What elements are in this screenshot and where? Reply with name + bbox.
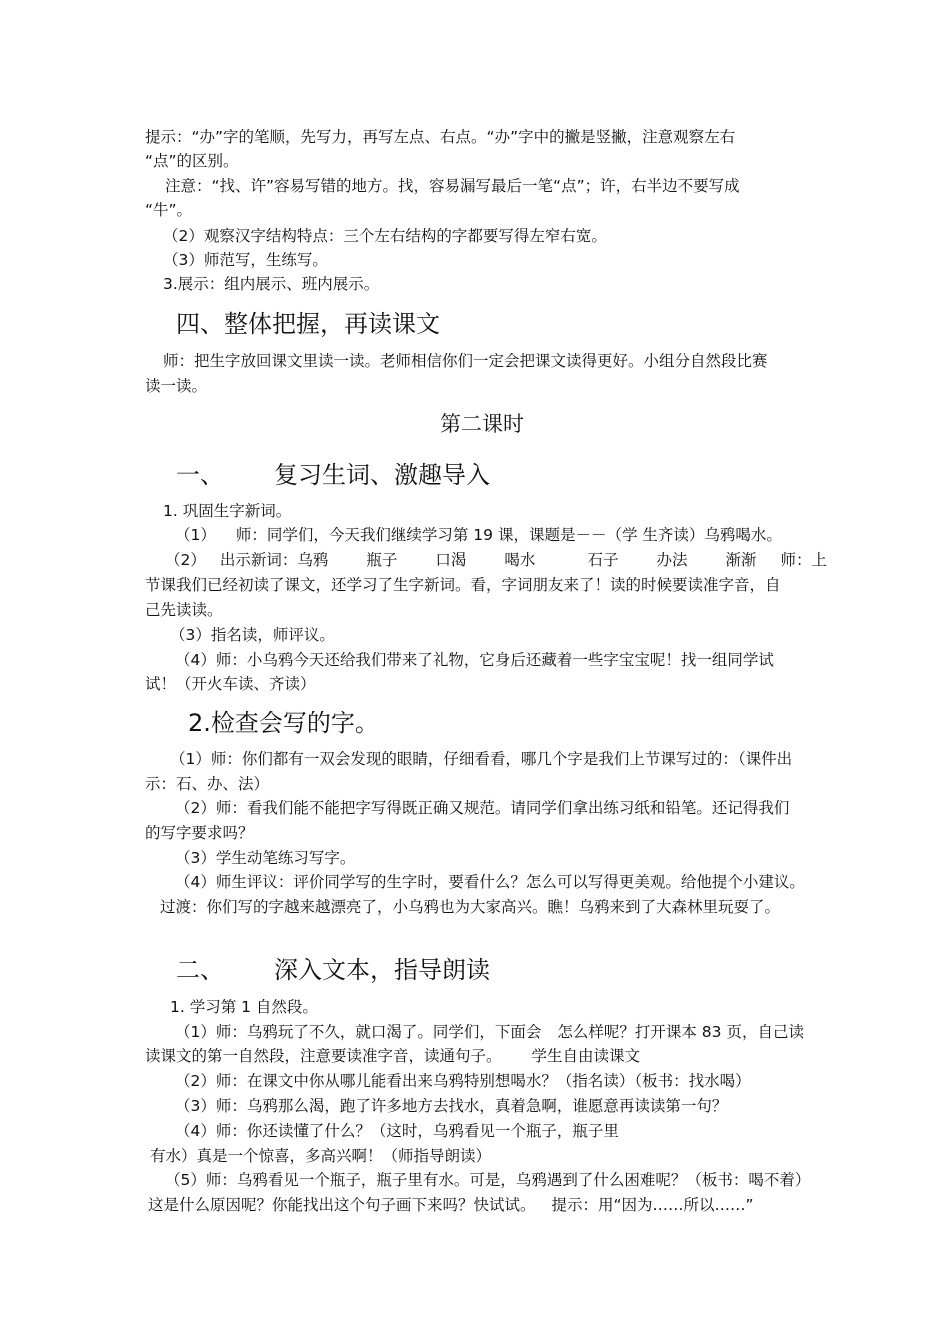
section-title: 深入文本，指导朗读 (274, 956, 490, 984)
text-line: “牛”。 (145, 201, 193, 219)
text-line: （3）学生动笔练习写字。 (175, 849, 356, 867)
text-line (175, 524, 782, 546)
text-line: 提示：“办”字的笔顺，先写力，再写左点、右点。“办”字中的撇是竖撇，注意观察左右 (145, 128, 736, 146)
section-heading (176, 460, 490, 490)
text-line: 节课我们已经初读了课文，还学习了生字新词。看，字词朋友来了！读的时候要读准字音，自 (145, 576, 781, 594)
text-line: （4）师：小乌鸦今天还给我们带来了礼物，它身后还藏着一些字宝宝呢！找一组同学试 (175, 651, 774, 669)
text-line: 1. 学习第 1 自然段。 (170, 998, 318, 1016)
word: 石子 (587, 551, 619, 569)
item-text: 学生自由读课文 (531, 1047, 641, 1065)
item-text: 师：同学们，今天我们继续学习第 19 课，课题是－－（学 生齐读）乌鸦喝水。 (235, 526, 782, 544)
item-number: （1） (175, 526, 216, 544)
item-text: 这是什么原因呢？你能找出这个句子画下来吗？快试试。 (148, 1196, 536, 1214)
section-heading (176, 955, 490, 985)
text-line: 3.展示：组内展示、班内展示。 (163, 275, 380, 293)
word: 口渴 (435, 551, 467, 569)
text-line: （2）观察汉字结构特点：三个左右结构的字都要写得左窄右宽。 (163, 227, 607, 245)
word-list-line (165, 549, 827, 571)
section-title: 复习生词、激趣导入 (274, 461, 490, 489)
word-list-label: 出示新词：乌鸦 (219, 551, 329, 569)
item-number: （2） (165, 551, 206, 569)
item-text: 怎么样呢？打开课本 83 页，自己读 (557, 1023, 804, 1041)
text-line: （3）指名读，师评议。 (170, 626, 335, 644)
text-line: 师：把生字放回课文里读一读。老师相信你们一定会把课文读得更好。小组分自然段比赛 (163, 352, 768, 370)
item-text: 师：上 (780, 551, 827, 569)
section-heading: 四、整体把握，再读课文 (176, 310, 440, 338)
text-line: （3）师：乌鸦那么渴，跑了许多地方去找水，真着急啊，谁愿意再读读第一句？ (175, 1097, 728, 1115)
text-line: （4）师：你还读懂了什么？（这时，乌鸦看见一个瓶子，瓶子里 (175, 1122, 619, 1140)
text-line: 示：石、办、法） (145, 775, 270, 793)
text-line: 己先读读。 (145, 601, 223, 619)
word: 办法 (656, 551, 688, 569)
word: 喝水 (504, 551, 536, 569)
text-line (145, 1045, 640, 1067)
section-number: 一、 (176, 461, 224, 489)
text-line: （2）师：在课文中你从哪儿能看出来乌鸦特别想喝水？（指名读）（板书：找水喝） (175, 1072, 751, 1090)
text-line: （5）师：乌鸦看见一个瓶子，瓶子里有水。可是，乌鸦遇到了什么困难呢？（板书：喝不着） (165, 1171, 811, 1189)
text-line (148, 1194, 754, 1216)
text-line: 试！（开火车读、齐读） (145, 675, 316, 693)
word: 瓶子 (366, 551, 398, 569)
item-text: 读课文的第一自然段，注意要读准字音，读通句子。 (145, 1047, 502, 1065)
text-line: （2）师：看我们能不能把字写得既正确又规范。请同学们拿出练习纸和铅笔。还记得我们 (175, 799, 790, 817)
text-line: 过渡：你们写的字越来越漂亮了，小乌鸦也为大家高兴。瞧！乌鸦来到了大森林里玩耍了。 (160, 898, 781, 916)
item-text: （1）师：乌鸦玩了不久，就口渴了。同学们，下面会 (175, 1023, 542, 1041)
subsection-heading: 2.检查会写的字。 (188, 709, 379, 737)
text-line: （3）师范写，生练写。 (163, 251, 328, 269)
text-line: 有水）真是一个惊喜，多高兴啊！（师指导朗读） (150, 1147, 492, 1165)
section-number: 二、 (176, 956, 224, 984)
text-line: 注意：“找、许”容易写错的地方。找，容易漏写最后一笔“点”；许，右半边不要写成 (165, 177, 740, 195)
text-line: 读一读。 (145, 377, 208, 395)
text-line (175, 1021, 804, 1043)
text-line: （4）师生评议：评价同学写的生字时，要看什么？怎么可以写得更美观。给他提个小建议。 (175, 873, 805, 891)
text-line: （1）师：你们都有一双会发现的眼睛，仔细看看，哪几个字是我们上节课写过的：（课件出 (170, 750, 793, 768)
lesson-title: 第二课时 (440, 412, 524, 436)
text-line: 1. 巩固生字新词。 (163, 502, 292, 520)
item-text: 提示：用“因为……所以……” (551, 1196, 754, 1214)
text-line: 的写字要求吗？ (145, 824, 254, 842)
word: 渐渐 (725, 551, 757, 569)
text-line: “点”的区别。 (145, 152, 239, 170)
